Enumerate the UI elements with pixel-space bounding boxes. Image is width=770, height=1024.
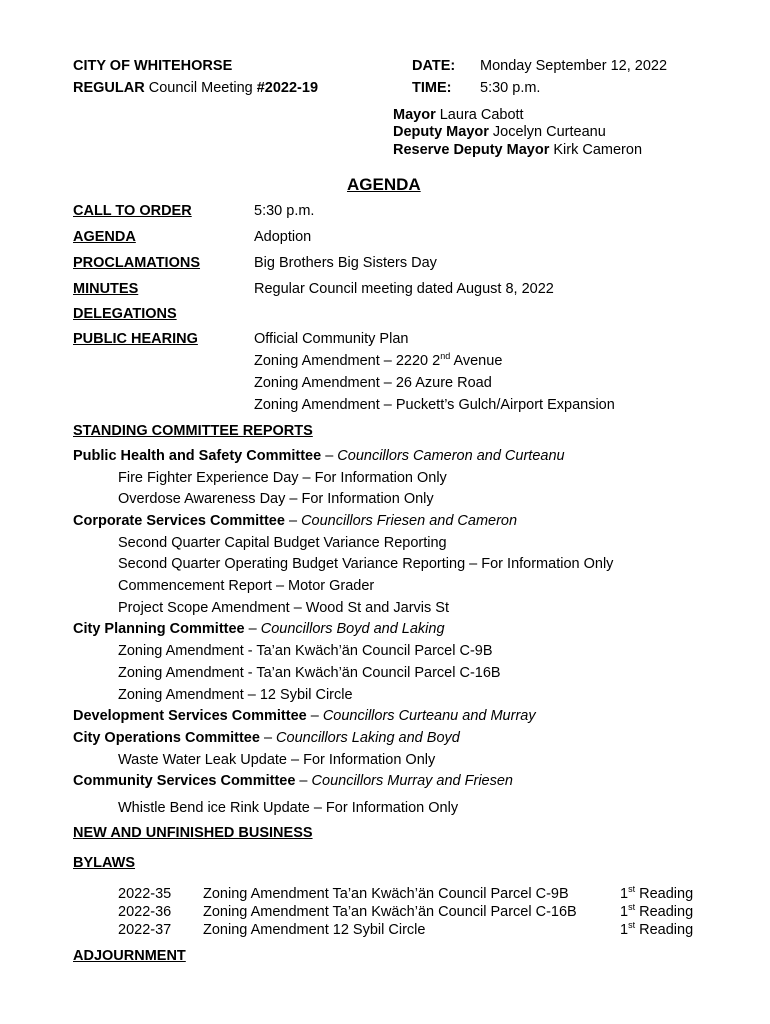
separator: – [306, 708, 323, 724]
committee-name: City Operations Committee [73, 730, 260, 746]
bylaw-number: 2022-36 [118, 904, 172, 920]
mayor-line [393, 107, 524, 123]
committee-members: Councillors Boyd and Laking [260, 621, 445, 637]
official-name: Laura Cabott [435, 107, 524, 123]
committee-members: Councillors Murray and Friesen [311, 773, 513, 789]
bylaw-number: 2022-37 [118, 922, 172, 938]
committee-item: Commencement Report – Motor Grader [118, 578, 375, 594]
separator: – [259, 730, 277, 746]
minutes-value: Regular Council meeting dated August 8, 2022 [254, 281, 554, 297]
reading-number: 1 [620, 886, 629, 902]
committee-heading [73, 513, 517, 529]
committee-item: Whistle Bend ice Rink Update – For Information Only [118, 800, 459, 816]
proclamations-label: PROCLAMATIONS [73, 255, 201, 271]
meeting-title [73, 80, 318, 96]
bylaws-label: BYLAWS [73, 855, 136, 871]
meeting-label: Council Meeting [144, 80, 257, 96]
agenda-value: Adoption [254, 229, 312, 245]
committee-name: Corporate Services Committee [73, 513, 285, 529]
official-title: Mayor [393, 107, 436, 123]
committee-members: Councillors Friesen and Cameron [301, 513, 518, 529]
reading-label: Reading [635, 904, 694, 920]
public-hearing-item: Zoning Amendment – 26 Azure Road [254, 375, 492, 391]
committee-item: Waste Water Leak Update – For Information Only [118, 752, 436, 768]
public-hearing-label: PUBLIC HEARING [73, 331, 198, 347]
committee-item: Second Quarter Capital Budget Variance Reporting [118, 535, 447, 551]
committee-heading [73, 708, 536, 724]
committee-item: Fire Fighter Experience Day – For Information Only [118, 470, 447, 486]
proclamations-value: Big Brothers Big Sisters Day [254, 255, 437, 271]
bylaw-reading [620, 922, 693, 938]
time-value: 5:30 p.m. [480, 80, 541, 96]
date-label: DATE: [412, 58, 456, 74]
public-hearing-item: Official Community Plan [254, 331, 409, 347]
committee-item: Zoning Amendment - Ta’an Kwäch’än Council Parcel C-9B [118, 643, 493, 659]
committee-item: Project Scope Amendment – Wood St and Jarvis St [118, 600, 449, 616]
separator: – [295, 773, 312, 789]
call-to-order-value: 5:30 p.m. [254, 203, 315, 219]
reading-number: 1 [620, 922, 629, 938]
ordinal-suffix: st [628, 884, 636, 895]
separator: – [321, 448, 338, 464]
committee-item: Zoning Amendment - Ta’an Kwäch’än Council Parcel C-16B [118, 665, 501, 681]
committee-members: Councillors Laking and Boyd [276, 730, 460, 746]
new-business-label: NEW AND UNFINISHED BUSINESS [73, 825, 313, 841]
official-title: Deputy Mayor [393, 124, 489, 140]
committee-item: Zoning Amendment – 12 Sybil Circle [118, 687, 353, 703]
official-name: Jocelyn Curteanu [488, 124, 606, 140]
meeting-type: REGULAR [73, 80, 145, 96]
call-to-order-label: CALL TO ORDER [73, 203, 192, 219]
ordinal-suffix: nd [440, 351, 451, 362]
bylaw-title: Zoning Amendment Ta’an Kwäch’än Council Parcel C-16B [203, 904, 577, 920]
bylaw-title: Zoning Amendment 12 Sybil Circle [203, 922, 426, 938]
ordinal-suffix: st [628, 902, 636, 913]
meeting-number: #2022-19 [256, 80, 319, 96]
reading-label: Reading [635, 922, 694, 938]
reading-label: Reading [635, 886, 694, 902]
public-hearing-item [254, 353, 502, 369]
committee-heading [73, 621, 445, 637]
delegations-label: DELEGATIONS [73, 306, 177, 322]
separator: – [244, 621, 261, 637]
ordinal-suffix: st [628, 920, 636, 931]
city-name: CITY OF WHITEHORSE [73, 58, 233, 74]
bylaw-reading [620, 886, 693, 902]
agenda-title: AGENDA [347, 175, 421, 194]
date-value: Monday September 12, 2022 [480, 58, 668, 74]
item-text: Zoning Amendment – 2220 2 [254, 353, 441, 369]
committee-heading [73, 448, 565, 464]
committee-name: City Planning Committee [73, 621, 245, 637]
separator: – [284, 513, 302, 529]
committee-item: Overdose Awareness Day – For Information Only [118, 491, 434, 507]
adjournment-label: ADJOURNMENT [73, 948, 186, 964]
official-title: Reserve Deputy Mayor [393, 142, 550, 158]
committee-heading [73, 773, 513, 789]
official-name: Kirk Cameron [549, 142, 643, 158]
standing-committee-reports-label: STANDING COMMITTEE REPORTS [73, 423, 313, 439]
public-hearing-item: Zoning Amendment – Puckett’s Gulch/Airport Expansion [254, 397, 615, 413]
item-text: Avenue [450, 353, 503, 369]
committee-members: Councillors Curteanu and Murray [322, 708, 536, 724]
deputy-mayor-line [393, 124, 606, 140]
committee-members: Councillors Cameron and Curteanu [337, 448, 565, 464]
committee-name: Public Health and Safety Committee [73, 448, 322, 464]
committee-name: Development Services Committee [73, 708, 307, 724]
reserve-deputy-mayor-line [393, 142, 642, 158]
minutes-label: MINUTES [73, 281, 139, 297]
committee-heading [73, 730, 460, 746]
bylaw-title: Zoning Amendment Ta’an Kwäch’än Council Parcel C-9B [203, 886, 569, 902]
time-label: TIME: [412, 80, 452, 96]
reading-number: 1 [620, 904, 629, 920]
committee-name: Community Services Committee [73, 773, 296, 789]
agenda-label: AGENDA [73, 229, 136, 245]
bylaw-reading [620, 904, 693, 920]
committee-item: Second Quarter Operating Budget Variance Reporting – For Information Only [118, 556, 614, 572]
bylaw-number: 2022-35 [118, 886, 172, 902]
